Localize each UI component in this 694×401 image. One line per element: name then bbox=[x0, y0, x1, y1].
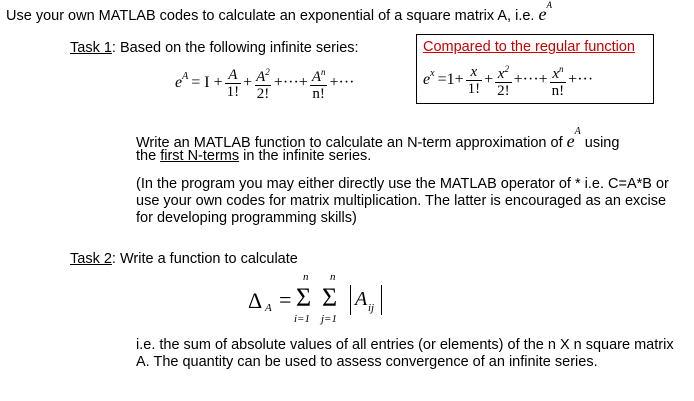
series-x-dots: +···+ bbox=[513, 71, 548, 88]
series-a-tn-num: A bbox=[311, 69, 321, 85]
series-x-tn-num: x bbox=[552, 66, 559, 82]
write-text-3b: in the infinite series. bbox=[239, 148, 372, 164]
series-x-termn bbox=[550, 61, 567, 99]
sigma1-upper: n bbox=[303, 271, 309, 283]
series-x-term2 bbox=[495, 61, 512, 99]
series-x-t2-exp: 2 bbox=[504, 64, 509, 74]
header-text: Use your own MATLAB codes to calculate an exponential of a square matrix A, i.e. bbox=[6, 7, 539, 24]
write-text-1: Write an MATLAB function to calculate an N-term approximation of bbox=[136, 134, 567, 151]
write-text-2: using bbox=[580, 134, 620, 151]
series-x-t1-den: 1! bbox=[467, 80, 481, 97]
delta-symbol: Δ bbox=[248, 288, 263, 313]
series-x-tn-den: n! bbox=[551, 83, 565, 99]
compared-box bbox=[416, 34, 654, 104]
series-x-t2-num: x bbox=[497, 66, 505, 82]
task1-label: Task 1 bbox=[70, 40, 112, 56]
series-a-t1-num: A bbox=[228, 66, 238, 83]
sigma2: Σ bbox=[322, 283, 338, 312]
series-x-tn-exp: n bbox=[559, 64, 564, 74]
series-x-formula: e $^x$ =1+ $\frac{x}{1!}$ + $\frac{x^2}{2!}$ +···+ $\frac{x^n}{n!}$ +··· bbox=[423, 61, 593, 99]
task1-text: : Based on the following infinite series: bbox=[111, 40, 359, 56]
first-n-terms: first N-terms bbox=[160, 148, 240, 164]
series-a-t2-exp: 2 bbox=[265, 67, 270, 77]
abs-sub: ij bbox=[368, 302, 375, 314]
write-e: e bbox=[566, 130, 575, 151]
series-x-e: e bbox=[423, 71, 431, 88]
header-line bbox=[6, 0, 552, 25]
write-line-2 bbox=[136, 148, 371, 165]
compared-label: Compared to the regular function bbox=[423, 39, 635, 55]
series-x-exp: x bbox=[430, 67, 435, 79]
task2-label: Task 2 bbox=[70, 251, 112, 267]
task2-heading bbox=[70, 251, 298, 268]
paren-note: (In the program you may either directly use the MATLAB operator of * i.e. C=A*B or use your own codes for matrix multiplication. The latter is encouraged as an excise for developing programming skills) bbox=[136, 176, 669, 226]
write-text-3a: the bbox=[136, 148, 161, 164]
abs-bar-right bbox=[381, 285, 382, 315]
header-e: e bbox=[538, 3, 547, 24]
series-x-tail: +··· bbox=[568, 71, 594, 88]
delta-formula bbox=[248, 270, 408, 334]
series-a-tn-den: n! bbox=[312, 86, 325, 102]
series-a-tn-exp: n bbox=[321, 67, 326, 77]
series-a-tail: +··· bbox=[329, 74, 355, 91]
abs-bar-left bbox=[350, 285, 351, 315]
series-a-exp: A bbox=[182, 70, 189, 82]
header-e-exp: A bbox=[546, 0, 552, 10]
series-a-termn bbox=[310, 64, 328, 102]
series-a-dots: +···+ bbox=[273, 74, 308, 91]
series-x-eq: =1+ bbox=[437, 71, 464, 88]
series-a-term1 bbox=[225, 67, 242, 100]
task2-description: i.e. the sum of absolute values of all entries (or elements) of the n X n square matrix A. The quantity can be used to assess convergence of an infinite series. bbox=[136, 337, 674, 370]
series-a-formula: e $^A$ = I + $\frac{A}{1!}$ + $\frac{A^2}{2!}$ +···+ $\frac{A^n}{n!}$ +··· bbox=[175, 64, 355, 102]
series-a-t1-den: 1! bbox=[226, 83, 240, 100]
series-x-t2-den: 2! bbox=[497, 83, 510, 99]
delta-sub: A bbox=[265, 302, 272, 314]
series-a-term2 bbox=[254, 64, 272, 102]
series-a-eq: = I + bbox=[191, 74, 223, 91]
series-a-e: e bbox=[175, 74, 183, 91]
series-a-t2-num: A bbox=[256, 69, 266, 85]
sigma1: Σ bbox=[296, 283, 312, 312]
sigma2-lower: j=1 bbox=[321, 313, 337, 325]
task2-text: : Write a function to calculate bbox=[111, 251, 298, 267]
sigma2-upper: n bbox=[330, 271, 336, 283]
series-a-t2-den: 2! bbox=[256, 86, 270, 102]
series-x-term1 bbox=[466, 64, 483, 97]
abs-body: A bbox=[355, 288, 368, 310]
task1-heading bbox=[70, 40, 359, 57]
delta-eq: = bbox=[279, 287, 292, 312]
sigma1-lower: i=1 bbox=[294, 313, 310, 325]
write-e-exp: A bbox=[574, 126, 581, 137]
series-x-t1-num: x bbox=[470, 63, 478, 80]
